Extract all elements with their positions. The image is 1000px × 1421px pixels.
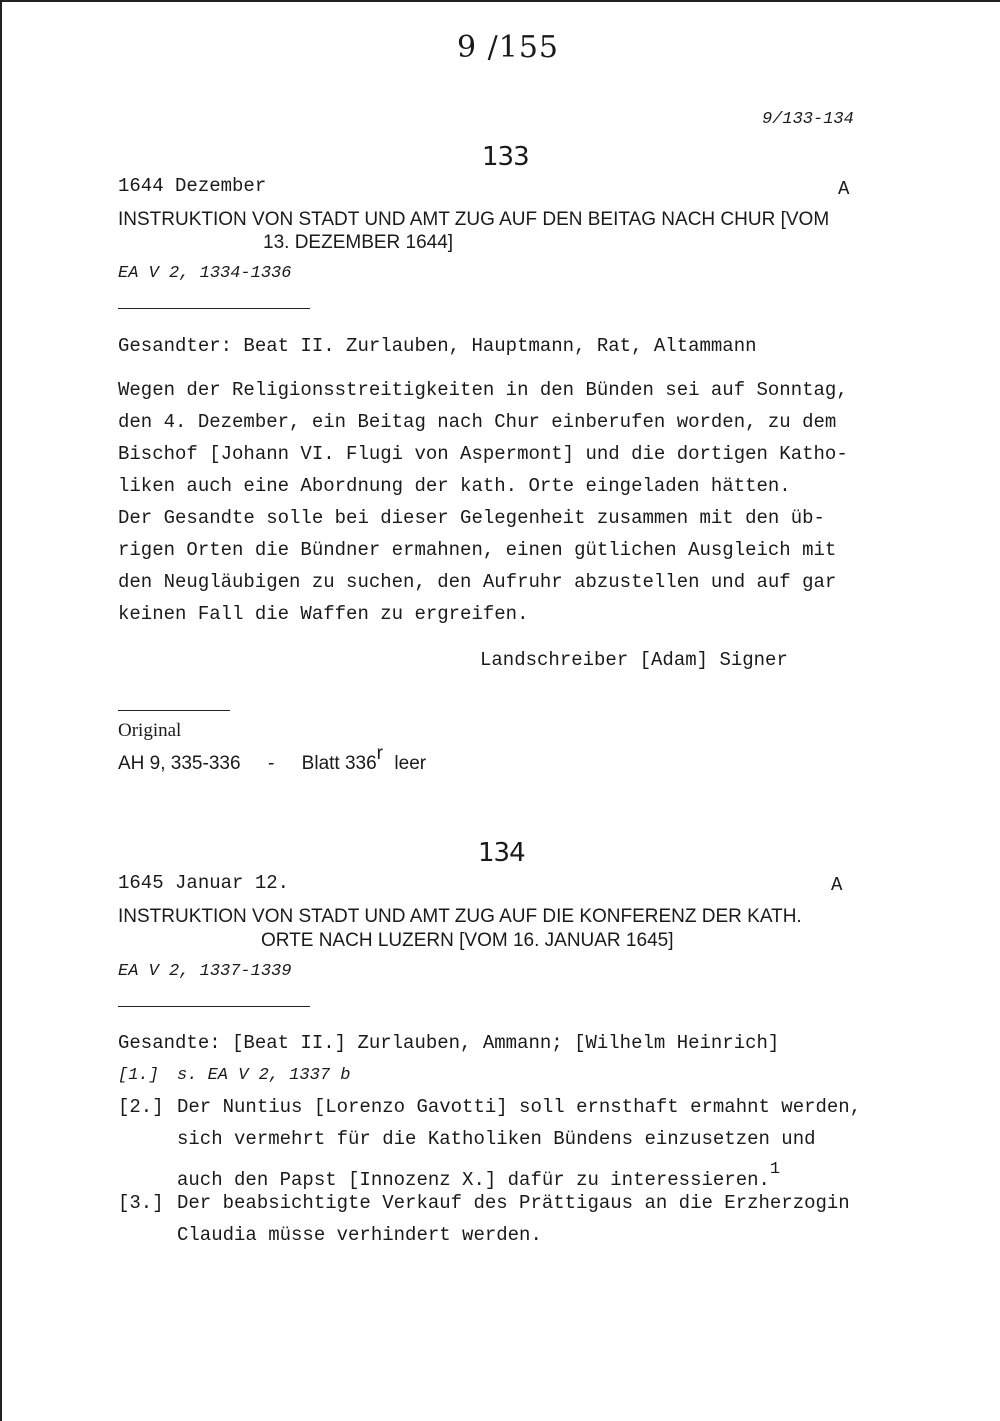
doc133-original-label: Original bbox=[118, 720, 182, 741]
doc133-body-line: Der Gesandte solle bei dieser Gelegenheit zusammen mit den üb- bbox=[118, 507, 825, 529]
doc133-archive-ref: AH 9, 335-336 bbox=[118, 753, 241, 774]
doc133-envoy: Gesandter: Beat II. Zurlauben, Hauptmann, Rat, Altammann bbox=[118, 335, 757, 357]
doc133-archive-divider bbox=[118, 710, 230, 711]
doc133-archive-note: leer bbox=[394, 753, 427, 774]
doc134-item-number: [3.] bbox=[118, 1192, 164, 1214]
doc134-item-line: Claudia müsse verhindert werden. bbox=[177, 1224, 542, 1246]
doc133-archive-line bbox=[118, 743, 426, 775]
doc134-divider bbox=[118, 1006, 310, 1007]
footnote-marker[interactable]: 1 bbox=[769, 1160, 781, 1179]
doc134-item-number: [1.] bbox=[118, 1066, 159, 1085]
doc133-archive-sheet: Blatt 336 bbox=[301, 753, 377, 774]
document-number-133: 133 bbox=[482, 142, 529, 172]
doc134-item-line: Der Nuntius [Lorenzo Gavotti] soll ernsthaft ermahnt werden, bbox=[177, 1096, 862, 1118]
handwritten-reference: 9 /155 bbox=[457, 30, 559, 65]
doc134-item-line: auch den Papst [Innozenz X.] dafür zu interessieren. bbox=[177, 1169, 770, 1191]
doc133-body-line: keinen Fall die Waffen zu ergreifen. bbox=[118, 603, 529, 625]
doc133-archive-dash: - bbox=[267, 753, 275, 774]
doc133-archive-sup: r bbox=[376, 743, 383, 764]
doc134-title-line2: ORTE NACH LUZERN [VOM 16. JANUAR 1645] bbox=[261, 930, 674, 951]
doc133-signature: Landschreiber [Adam] Signer bbox=[480, 649, 788, 671]
document-number-134: 134 bbox=[478, 838, 525, 868]
doc133-date: 1644 Dezember bbox=[118, 175, 267, 197]
doc134-item-line: s. EA V 2, 1337 b bbox=[177, 1066, 351, 1085]
doc134-date: 1645 Januar 12. bbox=[118, 872, 290, 894]
doc134-envoys: Gesandte: [Beat II.] Zurlauben, Ammann; [Wilhelm Heinrich] bbox=[118, 1032, 780, 1054]
doc133-body-line: Bischof [Johann VI. Flugi von Aspermont] und die dortigen Katho- bbox=[118, 443, 848, 465]
doc134-item-number: [2.] bbox=[118, 1096, 164, 1118]
doc133-body-line: den Neugläubigen zu suchen, den Aufruhr abzustellen und auf gar bbox=[118, 571, 837, 593]
doc133-divider bbox=[118, 308, 310, 309]
doc133-body-line: Wegen der Religionsstreitigkeiten in den Bünden sei auf Sonntag, bbox=[118, 379, 848, 401]
doc133-source: EA V 2, 1334-1336 bbox=[118, 264, 292, 283]
doc134-item-line: Der beabsichtigte Verkauf des Prättigaus an die Erzherzogin bbox=[177, 1192, 850, 1214]
doc133-title-line1: INSTRUKTION VON STADT UND AMT ZUG AUF DEN BEITAG NACH CHUR [VOM bbox=[118, 209, 830, 230]
doc133-title-line2: 13. DEZEMBER 1644] bbox=[263, 232, 454, 253]
doc134-letter: A bbox=[831, 874, 843, 896]
doc134-item-line-with-footnote bbox=[177, 1160, 780, 1191]
doc133-body-line: liken auch eine Abordnung der kath. Orte eingeladen hätten. bbox=[118, 475, 791, 497]
page-reference: 9/133-134 bbox=[762, 110, 854, 129]
doc133-body-line: rigen Orten die Bündner ermahnen, einen gütlichen Ausgleich mit bbox=[118, 539, 837, 561]
doc134-item-line: sich vermehrt für die Katholiken Bündens einzusetzen und bbox=[177, 1128, 816, 1150]
doc133-letter: A bbox=[838, 178, 850, 200]
doc134-source: EA V 2, 1337-1339 bbox=[118, 962, 292, 981]
doc133-body-line: den 4. Dezember, ein Beitag nach Chur einberufen worden, zu dem bbox=[118, 411, 837, 433]
doc134-title-line1: INSTRUKTION VON STADT UND AMT ZUG AUF DIE KONFERENZ DER KATH. bbox=[118, 906, 802, 927]
